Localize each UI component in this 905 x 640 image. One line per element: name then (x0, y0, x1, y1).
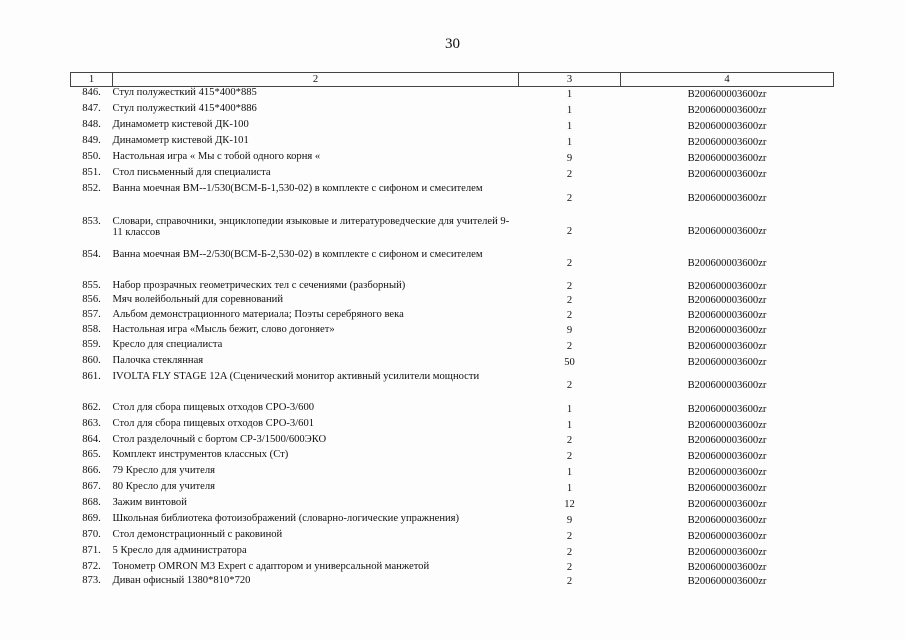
item-quantity: 2 (566, 561, 573, 573)
item-code: B200600003600zr (687, 403, 767, 415)
row-number: 859. (82, 338, 101, 350)
item-name: Альбом демонстрационного материала; Поэты серебряного века (112, 308, 404, 320)
item-code: B200600003600zr (687, 530, 767, 542)
item-code: B200600003600zr (687, 546, 767, 558)
item-code: B200600003600zr (687, 450, 767, 462)
item-quantity: 12 (564, 498, 575, 510)
row-number: 848. (82, 118, 101, 130)
item-name: Стул полужесткий 415*400*886 (112, 102, 257, 114)
item-code: B200600003600zr (687, 258, 767, 270)
table-row (71, 402, 834, 418)
row-number: 855. (82, 279, 101, 291)
row-number: 850. (82, 150, 101, 162)
row-number: 852. (82, 182, 101, 194)
item-name: Стол разделочный с бортом СР-3/1500/600ЭКО (112, 433, 327, 445)
row-number: 858. (82, 323, 101, 335)
item-code: B200600003600zr (687, 168, 767, 180)
item-code: B200600003600zr (687, 280, 767, 292)
item-quantity: 2 (566, 450, 573, 462)
table-row (71, 418, 834, 434)
item-name: 80 Кресло для учителя (112, 480, 215, 492)
table-row (71, 324, 834, 339)
table-row (71, 119, 834, 135)
row-number: 868. (82, 496, 101, 508)
item-quantity: 9 (566, 152, 573, 164)
row-number: 864. (82, 433, 101, 445)
item-quantity: 2 (566, 435, 573, 447)
item-name: Набор прозрачных геометрических тел с сечениями (разборный) (112, 279, 406, 291)
item-name: Диван офисный 1380*810*720 (112, 574, 251, 586)
row-number: 873. (82, 574, 101, 586)
table-row (71, 103, 834, 119)
table-row (71, 135, 834, 151)
table-row (71, 497, 834, 513)
table-row (71, 434, 834, 449)
item-name: Комплект инструментов классных (Ст) (112, 448, 289, 460)
item-code: B200600003600zr (687, 226, 767, 238)
row-number: 857. (82, 308, 101, 320)
item-code: B200600003600zr (687, 466, 767, 478)
table-row (71, 339, 834, 355)
item-name: Мяч волейбольный для соревнований (112, 293, 284, 305)
table-row (71, 449, 834, 465)
item-code: B200600003600zr (687, 310, 767, 322)
row-number: 862. (82, 401, 101, 413)
item-code: B200600003600zr (687, 89, 767, 101)
table-row (71, 355, 834, 371)
table-row (71, 465, 834, 481)
row-number: 872. (82, 560, 101, 572)
row-number: 853. (82, 215, 101, 227)
item-name: Школьная библиотека фотоизображений (словарно-логические упражнения) (112, 512, 460, 524)
item-name: Ванна моечная ВМ--2/530(ВСМ-Б-2,530-02) в комплекте с сифоном и смесителем (112, 248, 483, 260)
item-name: Стул полужесткий 415*400*885 (112, 87, 257, 98)
row-number: 851. (82, 166, 101, 178)
item-quantity: 1 (566, 466, 573, 478)
item-quantity: 1 (566, 419, 573, 431)
item-code: B200600003600zr (687, 514, 767, 526)
row-number: 871. (82, 544, 101, 556)
item-name: Стол демонстрационный с раковиной (112, 528, 283, 540)
table-row (71, 216, 834, 249)
item-code: B200600003600zr (687, 120, 767, 132)
item-code: B200600003600zr (687, 104, 767, 116)
column-header-3: 3 (519, 73, 621, 87)
item-quantity: 1 (566, 89, 573, 101)
item-quantity: 2 (566, 530, 573, 542)
table-row (71, 561, 834, 575)
row-number: 846. (82, 87, 101, 98)
item-quantity: 2 (566, 340, 573, 352)
table-row (71, 529, 834, 545)
item-quantity: 2 (566, 258, 573, 270)
row-number: 856. (82, 293, 101, 305)
item-code: B200600003600zr (687, 152, 767, 164)
table-row (71, 575, 834, 589)
item-quantity: 2 (566, 168, 573, 180)
item-quantity: 2 (566, 546, 573, 558)
column-header-4: 4 (621, 73, 834, 87)
table-row (71, 151, 834, 167)
item-code: B200600003600zr (687, 325, 767, 337)
table-row (71, 167, 834, 183)
item-code: B200600003600zr (687, 340, 767, 352)
item-name: Стол для сбора пищевых отходов СРО-3/601 (112, 417, 315, 429)
table-row (71, 87, 834, 103)
row-number: 865. (82, 448, 101, 460)
item-quantity: 2 (566, 280, 573, 292)
table-row (71, 280, 834, 294)
table-row (71, 249, 834, 280)
item-name: Зажим винтовой (112, 496, 187, 508)
table-row (71, 513, 834, 529)
item-code: B200600003600zr (687, 193, 767, 205)
item-code: B200600003600zr (687, 482, 767, 494)
item-name: Динамометр кистевой ДК-100 (112, 118, 249, 130)
item-quantity: 1 (566, 403, 573, 415)
item-quantity: 1 (566, 120, 573, 132)
item-name: Палочка стеклянная (112, 354, 204, 366)
item-name: Настольная игра «Мысль бежит, слово догоняет» (112, 323, 335, 335)
table-header-row (71, 73, 834, 87)
item-quantity: 2 (566, 226, 573, 238)
table-row (71, 371, 834, 402)
column-header-2: 2 (113, 73, 519, 87)
row-number: 860. (82, 354, 101, 366)
page-number: 30 (445, 36, 460, 52)
item-name: IVOLTA FLY STAGE 12A (Сценический монитор активный усилители мощности (112, 370, 480, 382)
item-quantity: 2 (566, 575, 573, 587)
row-number: 849. (82, 134, 101, 146)
table-row (71, 294, 834, 309)
item-quantity: 2 (566, 193, 573, 205)
item-quantity: 9 (566, 514, 573, 526)
item-name: Динамометр кистевой ДК-101 (112, 134, 249, 146)
row-number: 861. (82, 370, 101, 382)
row-number: 870. (82, 528, 101, 540)
inventory-table (70, 72, 834, 589)
item-code: B200600003600zr (687, 575, 767, 587)
item-quantity: 9 (566, 325, 573, 337)
row-number: 847. (82, 102, 101, 114)
item-quantity: 1 (566, 104, 573, 116)
table-row (71, 481, 834, 497)
item-name: Стол для сбора пищевых отходов СРО-3/600 (112, 401, 315, 413)
table-row (71, 545, 834, 561)
item-name: Настольная игра « Мы с тобой одного корня « (112, 150, 321, 162)
item-code: B200600003600zr (687, 380, 767, 392)
item-quantity: 2 (566, 380, 573, 392)
item-name: Ванна моечная ВМ--1/530(ВСМ-Б-1,530-02) в комплекте с сифоном и смесителем (112, 182, 483, 194)
item-code: B200600003600zr (687, 435, 767, 447)
row-number: 869. (82, 512, 101, 524)
row-number: 866. (82, 464, 101, 476)
item-quantity: 2 (566, 295, 573, 307)
item-code: B200600003600zr (687, 419, 767, 431)
column-header-1: 1 (71, 73, 113, 87)
row-number: 863. (82, 417, 101, 429)
row-number: 867. (82, 480, 101, 492)
item-quantity: 2 (566, 310, 573, 322)
item-name: 5 Кресло для администратора (112, 544, 247, 556)
item-name: Словари, справочники, энциклопедии языковые и литературоведческие для учителей 9-11 классов (112, 215, 510, 238)
item-code: B200600003600zr (687, 295, 767, 307)
item-name: Тонометр OMRON M3 Expert с адаптором и универсальной манжетой (112, 560, 430, 572)
item-code: B200600003600zr (687, 136, 767, 148)
item-code: B200600003600zr (687, 561, 767, 573)
item-name: 79 Кресло для учителя (112, 464, 215, 476)
item-quantity: 50 (564, 356, 575, 368)
item-quantity: 1 (566, 136, 573, 148)
item-name: Стол письменный для специалиста (112, 166, 271, 178)
table-row (71, 309, 834, 324)
item-code: B200600003600zr (687, 498, 767, 510)
table-row (71, 183, 834, 216)
row-number: 854. (82, 248, 101, 260)
item-name: Кресло для специалиста (112, 338, 223, 350)
item-code: B200600003600zr (687, 356, 767, 368)
item-quantity: 1 (566, 482, 573, 494)
